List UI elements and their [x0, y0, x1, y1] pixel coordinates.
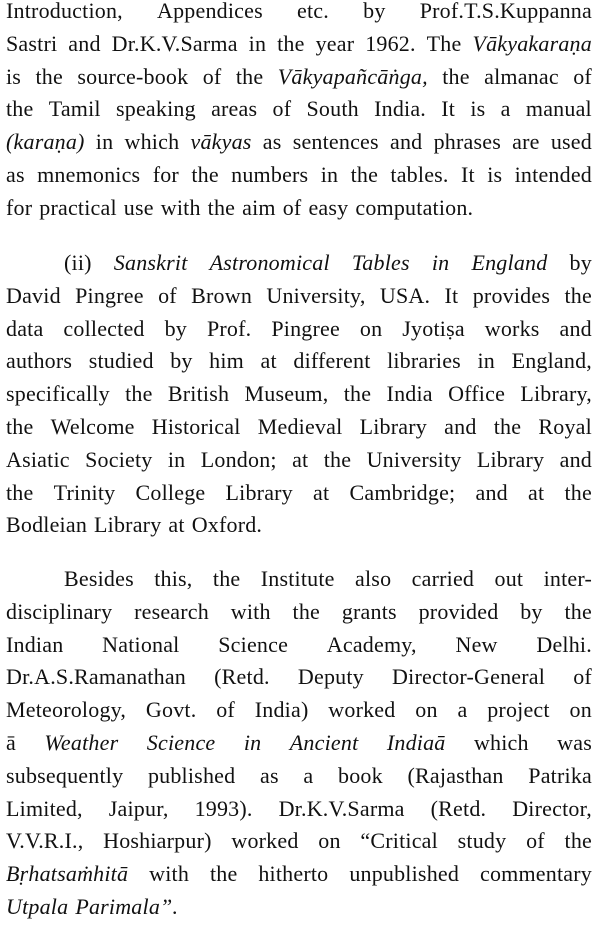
word: Museum, — [244, 381, 329, 407]
word: on — [569, 697, 592, 723]
word: the — [35, 63, 63, 89]
word: for — [6, 194, 33, 220]
word: Patrika — [528, 762, 592, 788]
word: on — [318, 828, 341, 854]
word: Indiaā — [386, 729, 446, 755]
word: in — [95, 129, 114, 155]
word: (Retd. — [430, 795, 487, 821]
word: specifically — [6, 381, 110, 407]
word: numbers — [231, 161, 309, 187]
word: by — [164, 315, 187, 341]
word: at — [168, 512, 185, 538]
word: by — [170, 348, 193, 374]
text-line — [6, 313, 592, 346]
word: Historical — [151, 413, 241, 439]
word: Hoshiarpur) — [103, 828, 212, 854]
word: and — [68, 30, 101, 56]
word: by — [363, 0, 386, 23]
word: easy — [308, 194, 349, 220]
text-line — [6, 126, 592, 159]
word: Pingree — [271, 315, 340, 341]
word: and — [444, 413, 477, 439]
word: Office — [448, 381, 506, 407]
word: research — [134, 598, 209, 624]
word: worked — [231, 828, 299, 854]
text-line — [6, 563, 592, 596]
word: 1993). — [194, 795, 253, 821]
word: for — [152, 161, 179, 187]
word: was — [557, 729, 592, 755]
word: of — [216, 697, 235, 723]
text-line — [6, 727, 592, 760]
word: Prof.T.S.Kuppanna — [419, 0, 592, 23]
word: ā — [6, 729, 16, 755]
word: computation. — [355, 194, 474, 220]
word: works — [484, 315, 540, 341]
word: at — [260, 348, 277, 374]
word: areas — [211, 96, 258, 122]
word: is — [487, 161, 503, 187]
word: It — [441, 96, 456, 122]
word: on — [359, 315, 383, 341]
word: Brown — [191, 282, 253, 308]
word: South — [306, 96, 359, 122]
word: practical — [39, 194, 117, 220]
word: Utpala — [6, 893, 69, 919]
word: of — [526, 828, 545, 854]
text-line — [6, 629, 592, 662]
word: book — [338, 762, 383, 788]
word: the — [6, 96, 34, 122]
word: is — [6, 63, 22, 89]
word: by — [520, 598, 543, 624]
word: Director-General — [392, 664, 546, 690]
paragraph-vakyakarana — [6, 0, 592, 225]
word: the — [343, 381, 372, 407]
word: New — [455, 631, 498, 657]
word: Pingree — [75, 282, 144, 308]
word: (ii) — [64, 250, 92, 275]
word: Indian — [6, 631, 64, 657]
word: Dr.K.V.Sarma — [111, 30, 238, 56]
word: Sastri — [6, 30, 58, 56]
word: Dr.K.V.Sarma — [278, 795, 405, 821]
word: manual — [525, 96, 592, 122]
word: worked — [328, 697, 396, 723]
word: the — [442, 63, 470, 89]
word: and — [559, 315, 592, 341]
word: It — [444, 282, 459, 308]
word: (Retd. — [214, 664, 270, 690]
text-line — [6, 378, 592, 411]
word: (Rajasthan — [407, 762, 504, 788]
word: Govt. — [145, 697, 197, 723]
word: with — [149, 861, 190, 887]
word: Besides — [64, 566, 134, 591]
word: sentences — [292, 129, 379, 155]
word: National — [102, 631, 180, 657]
word: David — [6, 282, 61, 308]
text-line — [6, 596, 592, 629]
word: Institute — [260, 566, 335, 591]
word: Library, — [520, 381, 592, 407]
word: on — [415, 697, 438, 723]
word: Deputy — [297, 664, 364, 690]
word: grants — [341, 598, 397, 624]
text-line — [6, 159, 592, 192]
word: with — [160, 194, 201, 220]
word: the — [350, 161, 379, 187]
text-line — [6, 61, 592, 94]
word: at — [528, 479, 545, 505]
word: Jyotiṣa — [402, 315, 465, 341]
word: Society — [85, 446, 153, 472]
word: and — [559, 446, 592, 472]
word: commentary — [480, 861, 592, 887]
word: the — [564, 479, 592, 505]
word: at — [313, 479, 330, 505]
word: vākyas — [190, 129, 252, 155]
word: in — [477, 348, 496, 374]
word: of — [202, 63, 222, 89]
word: Library — [476, 446, 545, 472]
word: Oxford. — [191, 512, 263, 538]
word: It — [460, 161, 475, 187]
word: and — [475, 479, 508, 505]
word: Library — [94, 512, 162, 538]
word: Dr.A.S.Ramanathan — [6, 664, 186, 690]
text-line — [6, 192, 592, 225]
word: Vākyakaraṇa — [472, 30, 592, 56]
word: study — [457, 828, 507, 854]
word: which — [124, 129, 180, 155]
word: College — [135, 479, 206, 505]
word: the — [209, 861, 238, 887]
word: Asiatic — [6, 446, 70, 472]
word: a — [303, 762, 314, 788]
word: disciplinary — [6, 598, 113, 624]
word: a — [500, 96, 511, 122]
word: the — [564, 828, 592, 854]
word: Cambridge; — [349, 479, 456, 505]
word: of — [573, 63, 592, 89]
word: India) — [254, 697, 309, 723]
word: project — [487, 697, 550, 723]
word: subsequently — [6, 762, 124, 788]
word: the — [212, 566, 241, 591]
word: India — [386, 381, 433, 407]
word: inter- — [543, 566, 592, 591]
word: Introduction, — [6, 0, 123, 23]
text-line — [6, 661, 592, 694]
word: the — [235, 63, 264, 89]
text-line — [6, 694, 592, 727]
word: Limited, — [6, 795, 83, 821]
word: London; — [200, 446, 277, 472]
word: collected — [63, 315, 145, 341]
word: the — [564, 282, 592, 308]
word: in — [431, 250, 450, 275]
word: by — [569, 250, 592, 275]
text-line — [6, 247, 592, 280]
word: Meteorology, — [6, 697, 127, 723]
paragraph-interdisciplinary-research — [6, 563, 592, 924]
word: a — [457, 697, 468, 723]
word: the — [125, 381, 153, 407]
word: University — [366, 446, 462, 472]
text-line — [6, 858, 592, 891]
word: in — [248, 30, 267, 56]
word: almanac — [484, 63, 559, 89]
word: Royal — [538, 413, 592, 439]
word: Weather — [44, 729, 119, 755]
word: libraries — [387, 348, 461, 374]
word: the — [277, 30, 305, 56]
text-line — [6, 93, 592, 126]
word: data — [6, 315, 44, 341]
word: University, — [266, 282, 366, 308]
word: Tamil — [48, 96, 101, 122]
word: USA. — [379, 282, 431, 308]
word: the — [292, 598, 320, 624]
word: Vākyapañcāṅga, — [277, 63, 428, 89]
word: in — [320, 161, 339, 187]
word: Science — [146, 729, 216, 755]
word: source-book — [77, 63, 189, 89]
word: which — [473, 729, 529, 755]
word: the — [493, 413, 522, 439]
word: Tables — [351, 250, 410, 275]
word: as — [6, 161, 25, 187]
word: England, — [511, 348, 592, 374]
word: at — [292, 446, 309, 472]
word: Library — [225, 479, 293, 505]
word: tables. — [390, 161, 449, 187]
word: of — [272, 96, 292, 122]
word: of — [573, 664, 592, 690]
word: in — [243, 729, 262, 755]
word: (karaṇa) — [6, 129, 85, 155]
word: provides — [472, 282, 551, 308]
text-line — [6, 825, 592, 858]
word: different — [293, 348, 371, 374]
text-line — [6, 280, 592, 313]
word: in — [167, 446, 186, 472]
word: Welcome — [50, 413, 135, 439]
word: mnemonics — [37, 161, 141, 187]
text-line — [6, 509, 592, 542]
word: use — [123, 194, 154, 220]
word: Jaipur, — [108, 795, 169, 821]
text-line — [6, 411, 592, 444]
word: Parimala”. — [75, 893, 179, 919]
word: intended — [514, 161, 592, 187]
word: year — [315, 30, 355, 56]
word: Ancient — [289, 729, 359, 755]
word: speaking — [116, 96, 196, 122]
word: the — [6, 413, 34, 439]
word: the — [564, 598, 592, 624]
word: The — [426, 30, 462, 56]
text-line — [6, 477, 592, 510]
word: V.V.R.I., — [6, 828, 84, 854]
text-line — [6, 28, 592, 61]
word: Delhi. — [536, 631, 592, 657]
word: with — [230, 598, 271, 624]
text-line — [6, 793, 592, 826]
text-line — [6, 345, 592, 378]
word: “Critical — [360, 828, 438, 854]
text-line — [6, 444, 592, 477]
word: the — [6, 479, 34, 505]
word: Astronomical — [209, 250, 330, 275]
word: and — [390, 129, 423, 155]
word: used — [550, 129, 592, 155]
word: of — [282, 194, 302, 220]
word: England — [471, 250, 548, 275]
word: authors — [6, 348, 73, 374]
text-line — [6, 0, 592, 28]
word: India. — [374, 96, 426, 122]
word: provided — [418, 598, 499, 624]
word: published — [147, 762, 236, 788]
word: Library — [359, 413, 427, 439]
word: unpublished — [349, 861, 460, 887]
word: as — [262, 129, 282, 155]
paragraph-sanskrit-tables — [6, 247, 592, 542]
word: the — [323, 446, 352, 472]
word: Appendices — [157, 0, 263, 23]
word: Science — [218, 631, 289, 657]
word: Bṛhatsaṁhitā — [6, 861, 129, 887]
word: also — [355, 566, 392, 591]
word: are — [512, 129, 540, 155]
word: Trinity — [53, 479, 116, 505]
word: of — [158, 282, 177, 308]
word: hitherto — [258, 861, 329, 887]
word: aim — [242, 194, 276, 220]
text-line — [6, 891, 592, 924]
word: the — [191, 161, 219, 187]
word: Medieval — [257, 413, 343, 439]
word: 1962. — [365, 30, 416, 56]
word: Director, — [512, 795, 592, 821]
word: this, — [154, 566, 193, 591]
word: studied — [88, 348, 154, 374]
word: carried — [411, 566, 475, 591]
word: Bodleian — [6, 512, 88, 538]
word: out — [494, 566, 524, 591]
word: Academy, — [326, 631, 417, 657]
text-line — [6, 760, 592, 793]
word: phrases — [433, 129, 501, 155]
word: etc. — [297, 0, 329, 23]
word: British — [167, 381, 230, 407]
word: is — [470, 96, 486, 122]
word: Prof. — [206, 315, 252, 341]
word: the — [207, 194, 236, 220]
word: Sanskrit — [113, 250, 188, 275]
word: him — [209, 348, 244, 374]
word: as — [259, 762, 279, 788]
